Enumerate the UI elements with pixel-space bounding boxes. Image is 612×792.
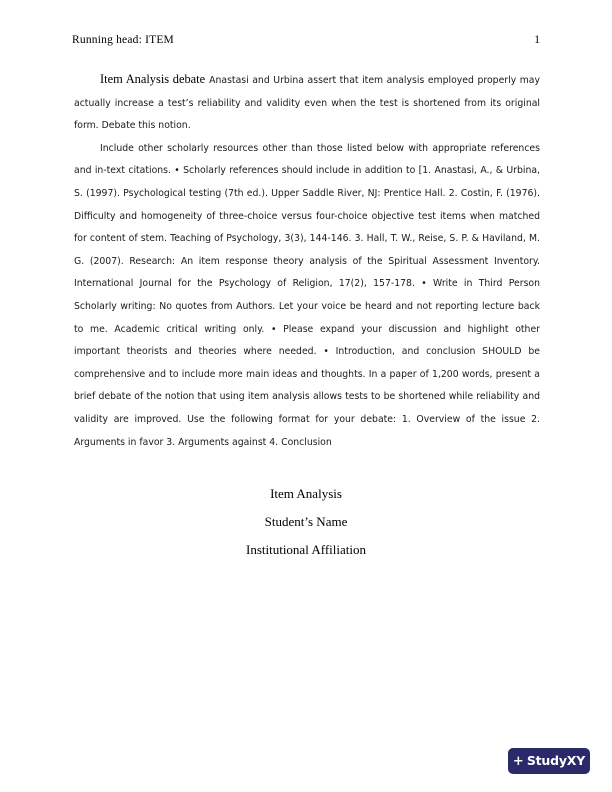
lead-phrase: Item Analysis debate — [100, 72, 206, 86]
watermark-brand: StudyXY — [526, 752, 586, 768]
author-name: Student’s Name — [264, 514, 348, 529]
plus-icon: + — [512, 753, 524, 769]
document-title: Item Analysis — [270, 486, 342, 501]
title-page-block — [0, 480, 612, 564]
document-body — [74, 68, 540, 454]
page-number: 1 — [534, 34, 540, 46]
paragraph-two-text: Include other scholarly resources other than those listed below with appropriate references and in-text citations. • Scholarly references should include in addition to [1. Anastasi, A., & Urbina, S. (1997). Psychological testing (7th ed.). Upper Saddle River, NJ: Prentice Hall. 2. Costin, F. (1976). Difficulty and homogeneity of three-choice versus four-choice objective test items when matched for content of stem. Teaching of Psychology, 3(3), 144-146. 3. Hall, T. W., Reise, S. P. & Haviland, M. G. (2007). Research: An item response theory analysis of the Spiritual Assessment Inventory. International Journal for the Psychology of Religion, 17(2), 157-178. • Write in Third Person Scholarly writing: No quotes from Authors. Let your voice be heard and not reporting lecture back to me. Academic critical writing only. • Please expand your discussion and highlight other important theorists and theories where needed. • Introduction, and conclusion SHOULD be comprehensive and to include more main ideas and thoughts. In a paper of 1,200 words, present a brief debate of the notion that using item analysis allows tests to be shortened while reliability and validity are improved. Use the following format for your debate: 1. Overview of the issue 2. Arguments in favor 3. Arguments against 4. Conclusion — [74, 142, 540, 448]
institutional-affiliation: Institutional Affiliation — [245, 542, 366, 557]
running-head: Running head: ITEM — [72, 34, 174, 46]
studyxy-watermark — [508, 748, 590, 774]
paragraph-one-text: Anastasi and Urbina assert that item analysis employed properly may actually increase a test’s reliability and validity even when the test is shortened from its original form. Debate this notion. — [74, 75, 541, 132]
